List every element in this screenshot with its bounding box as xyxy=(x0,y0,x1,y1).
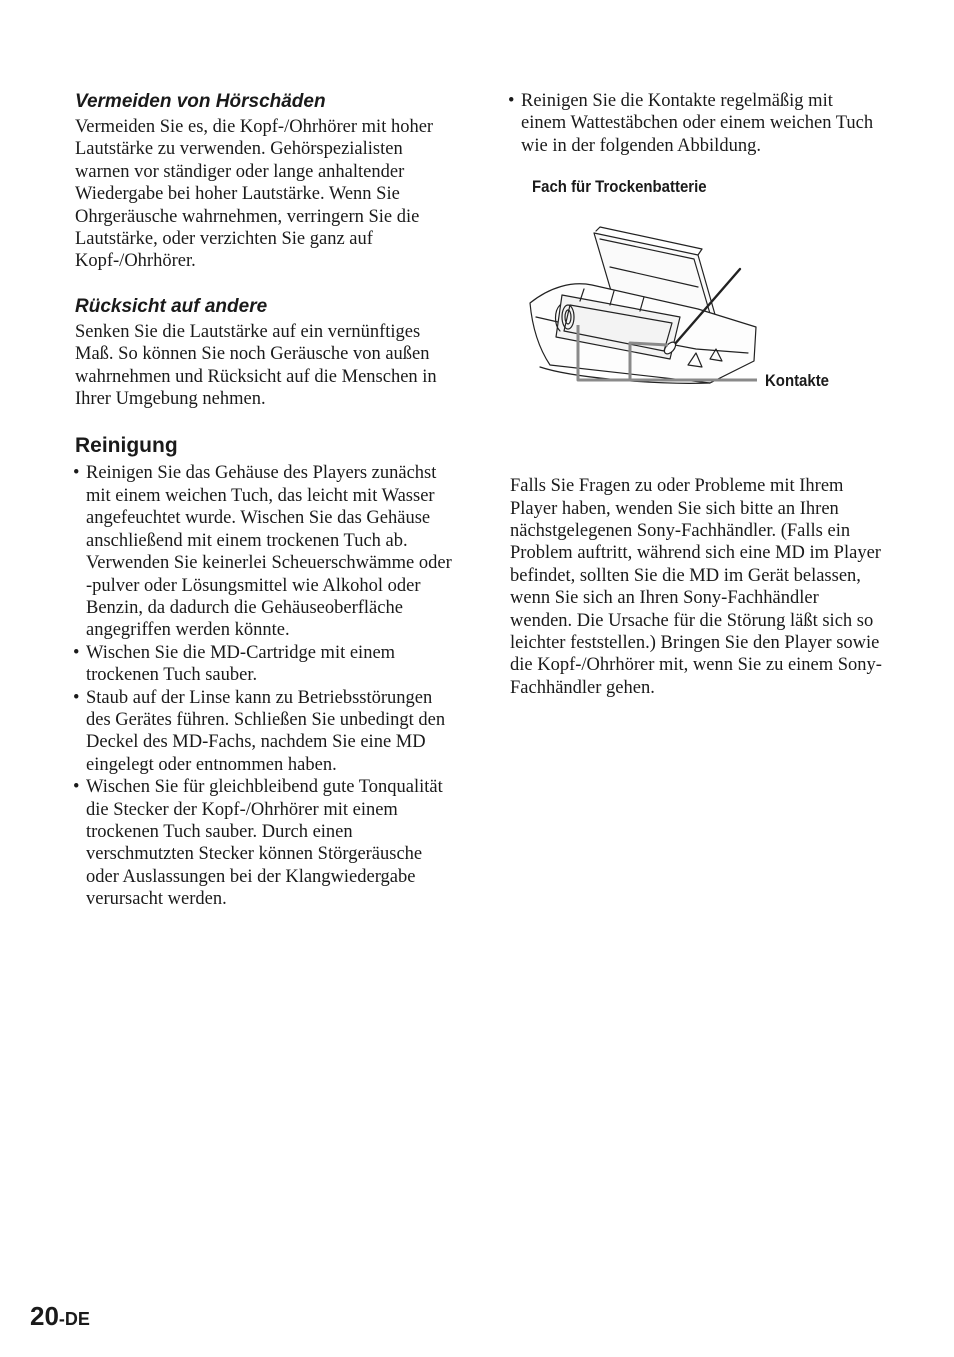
battery-compartment-figure xyxy=(510,177,882,427)
bullet-icon: • xyxy=(73,777,80,798)
contacts-label: Kontakte xyxy=(765,371,830,391)
list-item xyxy=(510,90,882,157)
consideration-text: Senken Sie die Lautstärke auf ein vernünftiges Maß. So können Sie noch Geräusche von außen wahrnehmen und Rücksicht auf die Menschen in Ihrer Umgebung nehmen. xyxy=(75,321,437,410)
consideration-section xyxy=(75,295,455,411)
consideration-heading: Rücksicht auf andere xyxy=(75,295,268,317)
list-item-text: Reinigen Sie die Kontakte regelmäßig mit einem Wattestäbchen oder einem weichen Tuch wie in der folgenden Abbildung. xyxy=(521,91,874,156)
page-number-suffix: -DE xyxy=(58,1309,90,1329)
bullet-icon: • xyxy=(73,463,80,484)
support-text: Falls Sie Fragen zu oder Probleme mit Ihrem Player haben, wenden Sie sich bitte an Ihren nächstgelegenen Sony-Fachhändler. (Falls ein Problem auftritt, während sich eine MD im Player befindet, sollten Sie die MD im Gerät belassen, wenn Sie sich an Ihren Sony-Fachhändler wenden. Die Ursache für die Störung läßt sich so leichter feststellen.) Bringen Sie den Player sowie die Kopf-/Ohrhörer mit, wenn Sie zu einem Sony-Fachhändler gehen. xyxy=(510,476,882,698)
list-item-text: Wischen Sie die MD-Cartridge mit einem trockenen Tuch sauber. xyxy=(86,642,396,686)
page-number xyxy=(30,1301,90,1332)
cleaning-list xyxy=(75,462,455,910)
hearing-heading: Vermeiden von Hörschäden xyxy=(75,91,326,112)
compartment-label: Fach für Trockenbatterie xyxy=(532,177,707,197)
right-column xyxy=(510,90,882,699)
page-number-value: 20 xyxy=(30,1301,59,1331)
list-item-text: Staub auf der Linse kann zu Betriebsstörungen des Gerätes führen. Schließen Sie unbedingt den Deckel des MD-Fachs, nachdem Sie eine MD eingelegt oder entnommen haben. xyxy=(86,687,446,775)
list-item xyxy=(75,776,455,910)
hearing-text: Vermeiden Sie es, die Kopf-/Ohrhörer mit hoher Lautstärke zu verwenden. Gehörspezialisten warnen vor ständiger oder lange anhaltender Wiedergabe bei hoher Lautstärke. Wenn Sie Ohrgeräusche wahrnehmen, verringern Sie die Lautstärke, oder verzichten Sie ganz auf Kopf-/Ohrhörer. xyxy=(75,117,434,272)
list-item xyxy=(75,462,455,641)
cleaning-section xyxy=(75,432,455,910)
list-item xyxy=(75,687,455,777)
list-item xyxy=(75,642,455,687)
hearing-section xyxy=(75,90,455,273)
bullet-icon: • xyxy=(508,91,515,111)
contacts-list xyxy=(510,90,882,157)
cleaning-heading: Reinigung xyxy=(75,434,178,458)
bullet-icon: • xyxy=(73,642,80,663)
left-column xyxy=(75,90,455,911)
list-item-text: Reinigen Sie das Gehäuse des Players zunächst mit einem weichen Tuch, das leicht mit Wasser angefeuchtet wurde. Wischen Sie das Gehäuse anschließend mit einem trockenen Tuch ab. Verwenden Sie keinerlei Scheuerschwämme oder -pulver oder Lösungsmittel wie Alkohol oder Benzin, da dadurch die Gehäuseoberfläche angegriffen werden könnte. xyxy=(86,463,452,641)
bullet-icon: • xyxy=(73,687,80,708)
list-item-text: Wischen Sie für gleichbleibend gute Tonqualität die Stecker der Kopf-/Ohrhörer mit einem trockenen Tuch sauber. Durch einen verschmutzten Stecker können Störgeräusche oder Auslassungen bei der Klangwiedergabe verursacht werden. xyxy=(86,777,443,910)
